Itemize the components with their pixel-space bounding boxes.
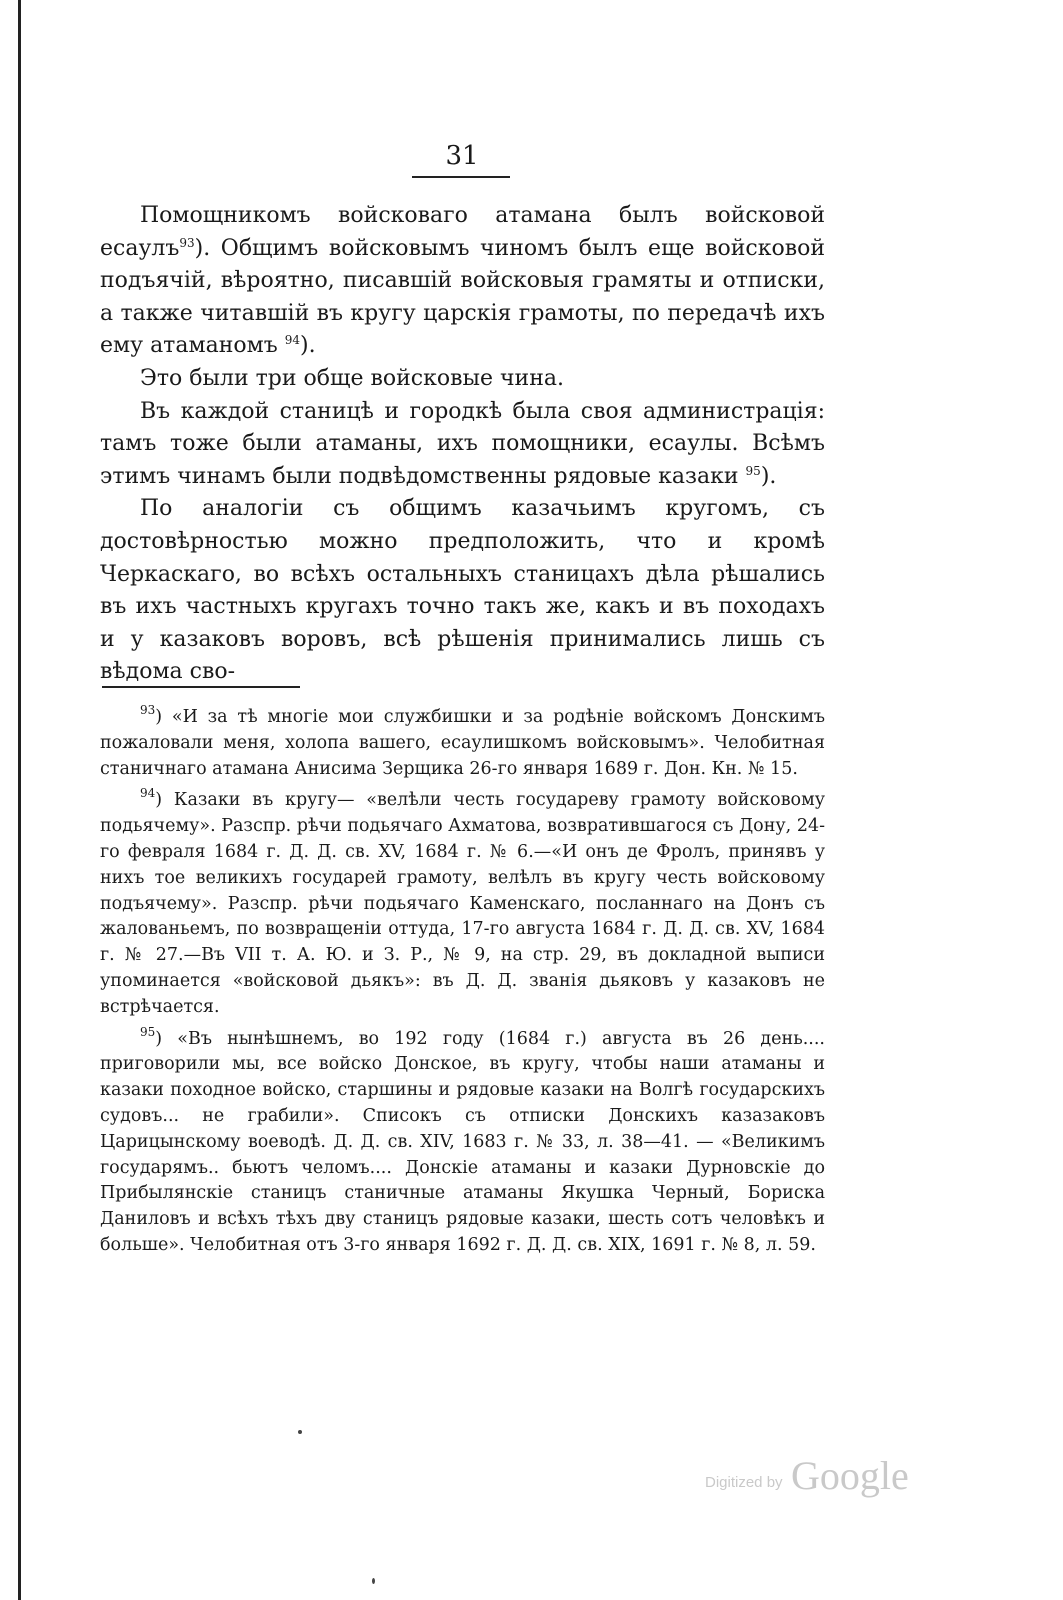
footnote-text: ) «Въ нынѣшнемъ, во 192 году (1684 г.) августа въ 26 день.... приговорили мы, все войско Донское, въ кругу, чтобы наши атаманы и казаки походное войско, старшины и рядовые казаки на Волгѣ государскихъ судовъ... не грабили». Списокъ съ отписки Донскихъ казазаковъ Царицынскому воеводѣ. Д. Д. св. XIV, 1683 г. № 33, л. 38—41. — «Великимъ государямъ.. бьютъ челомъ.... Донскіе атаманы и казаки Дурновскіе до Прибылянскіе станицъ станичные атаманы Якушка Черный, Бориска Даниловъ и всѣхъ тѣхъ дву станицъ рядовые казаки, шесть сотъ человѣкъ и больше». Челобитная отъ 3-го января 1692 г. Д. Д. св. XIX, 1691 г. № 8, л. 59. <box>100 1028 825 1255</box>
footnote-ref: 95 <box>745 463 761 478</box>
main-paragraph <box>100 200 825 363</box>
footnote-marker: 95 <box>140 1024 156 1039</box>
footnote <box>100 788 825 1020</box>
main-text <box>100 200 825 689</box>
footnote-separator <box>102 686 300 688</box>
paragraph-text: По аналогіи съ общимъ казачьимъ кругомъ, съ достовѣрностью можно предположить, что и кромѣ Черкаскаго, во всѣхъ остальныхъ станицахъ дѣла рѣшались въ ихъ частныхъ кругахъ точно такъ же, какъ и въ походахъ и у казаковъ воровъ, всѣ рѣшенія принимались лишь съ вѣдома сво- <box>100 496 825 685</box>
footnote-marker: 93 <box>140 703 156 717</box>
main-paragraph <box>100 493 825 689</box>
footnote-ref: 94 <box>284 333 300 348</box>
paragraph-text: Помощникомъ войсковаго атамана былъ войсковой есаулъ <box>100 203 825 261</box>
footnote-marker: 94 <box>140 786 156 801</box>
footnote-text: ) Казаки въ кругу— «велѣли честь государеву грамоту войсковому подьячему». Разспр. рѣчи подьячаго Ахматова, возвратившагося съ Дону, 24-го февраля 1684 г. Д. Д. св. XV, 1684 г. № 6.—«И онъ де Фролъ, принявъ у нихъ тое великихъ государей грамоту, велѣлъ въ кругу честь войсковому подъячему». Разспр. рѣчи подьячаго Каменскаго, посланнаго на Донъ съ жалованьемъ, по возвращеніи оттуда, 17-го августа 1684 г. Д. Д. св. XV, 1684 г. № 27.—Въ VII т. А. Ю. и З. Р., № 9, на стр. 29, въ докладной выписи упоминается «войсковой дьякъ»: въ Д. Д. званія дьяковъ у казаковъ не встрѣчается. <box>100 790 825 1017</box>
scan-speck <box>298 1430 302 1434</box>
footnote <box>100 1024 825 1259</box>
paragraph-text: ). <box>760 463 777 489</box>
digitized-watermark <box>705 1452 925 1502</box>
footnotes <box>100 705 825 1265</box>
paragraph-text: Въ каждой станицѣ и городкѣ была своя администрація: тамъ тоже были атаманы, ихъ помощники, есаулы. Всѣмъ этимъ чинамъ были подвѣдомственны рядовые казаки <box>100 398 825 489</box>
page-number-underline <box>412 176 510 178</box>
footnote-text: ) «И за тѣ многіе мои службишки и за родѣніе войскомъ Донскимъ пожаловали меня, холопа вашего, есаулишкомъ войсковымъ». Челобитная станичнаго атамана Анисима Зерщика 26-го января 1689 г. Дон. Кн. № 15. <box>100 707 825 779</box>
footnote <box>100 705 825 782</box>
main-paragraph <box>100 363 825 396</box>
watermark-prefix: Digitized by <box>705 1474 783 1491</box>
page-edge-line <box>18 0 21 1600</box>
google-logo: Google <box>791 1453 909 1498</box>
page-number: 31 <box>445 141 479 171</box>
footnote-ref: 93 <box>179 235 195 250</box>
paragraph-text: Это были три обще войсковые чина. <box>140 365 564 391</box>
paragraph-text: ). Общимъ войсковымъ чиномъ былъ еще войсковой подъячій, вѣроятно, писавшій войсковыя грамяты и отписки, а также читавшій въ кругу царскія грамоты, по передачѣ ихъ ему атаманомъ <box>100 235 825 359</box>
paragraph-text: ). <box>300 333 316 359</box>
scan-speck <box>372 1578 375 1584</box>
main-paragraph <box>100 396 825 494</box>
